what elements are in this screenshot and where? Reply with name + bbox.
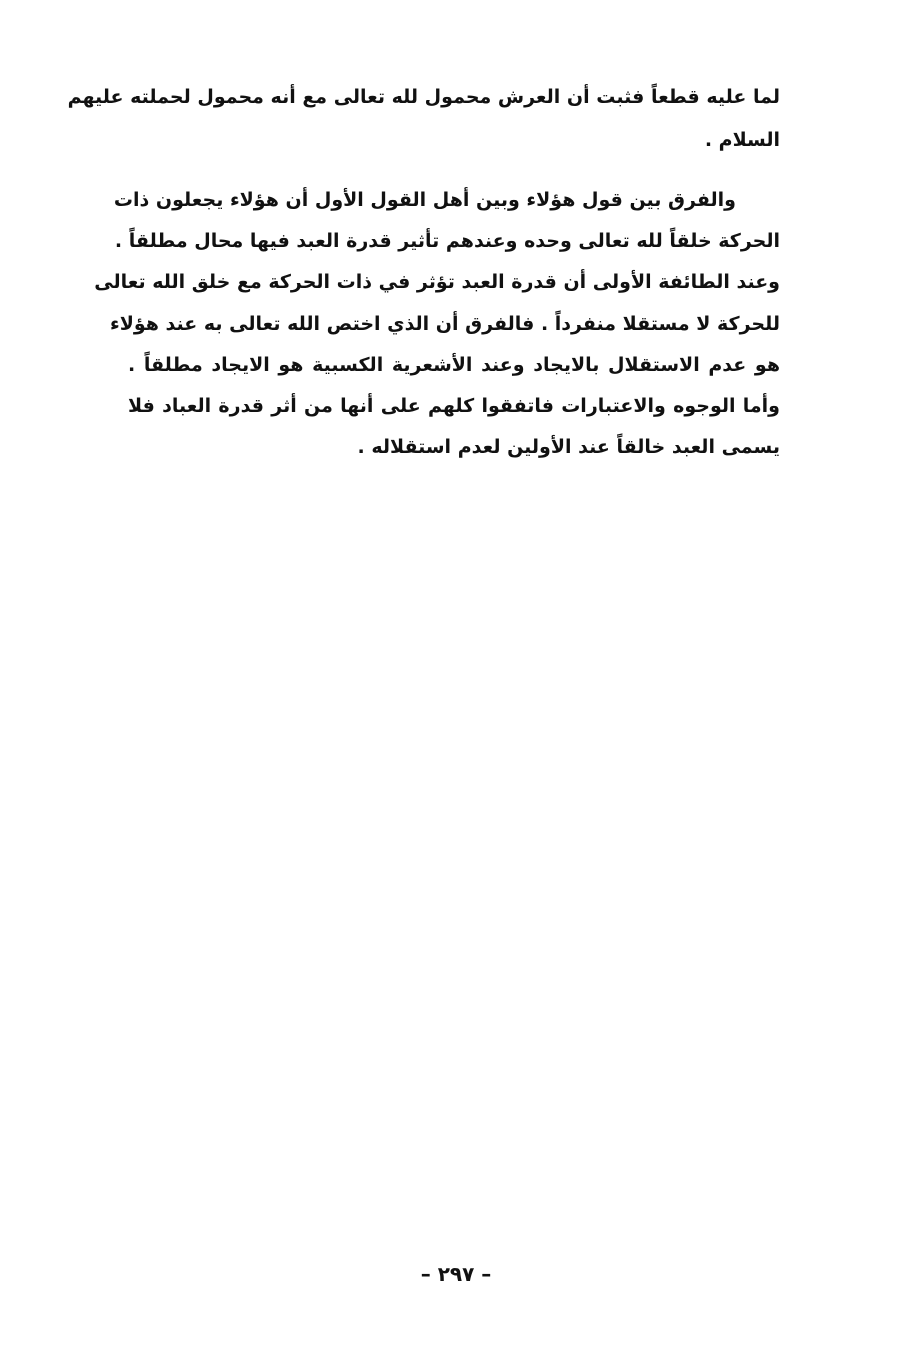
text-line: يسمى العبد خالقاً عند الأولين لعدم استقلاله . [357,436,780,459]
text-line: لما عليه قطعاً فثبت أن العرش محمول لله تعالى مع أنه محمول لحملته عليهم [67,86,780,108]
page-number: – ٢٩٧ – [420,1262,492,1286]
text-line [113,180,780,221]
text-line: السلام . [704,129,780,151]
paragraph-1 [67,76,780,162]
text-line: الحركة خلقاً لله تعالى وحده وعندهم تأثير قدرة العبد فيها محال مطلقاً . [114,230,780,253]
text-line: هو عدم الاستقلال بالايجاد وعند الأشعرية الكسبية هو الايجاد مطلقاً . [128,353,780,376]
text-line: وأما الوجوه والاعتبارات فاتفقوا كلهم على أنها من أثر قدرة العباد فلا [128,395,780,418]
paragraph-2 [94,180,780,468]
text-line-content: والفرق بين قول هؤلاء وبين أهل القول الأول أن هؤلاء يجعلون ذات [113,189,736,211]
text-line: للحركة لا مستقلا منفرداً . فالفرق أن الذي اختص الله تعالى به عند هؤلاء [110,312,780,335]
text-line: وعند الطائفة الأولى أن قدرة العبد تؤثر في ذات الحركة مع خلق الله تعالى [94,271,780,294]
